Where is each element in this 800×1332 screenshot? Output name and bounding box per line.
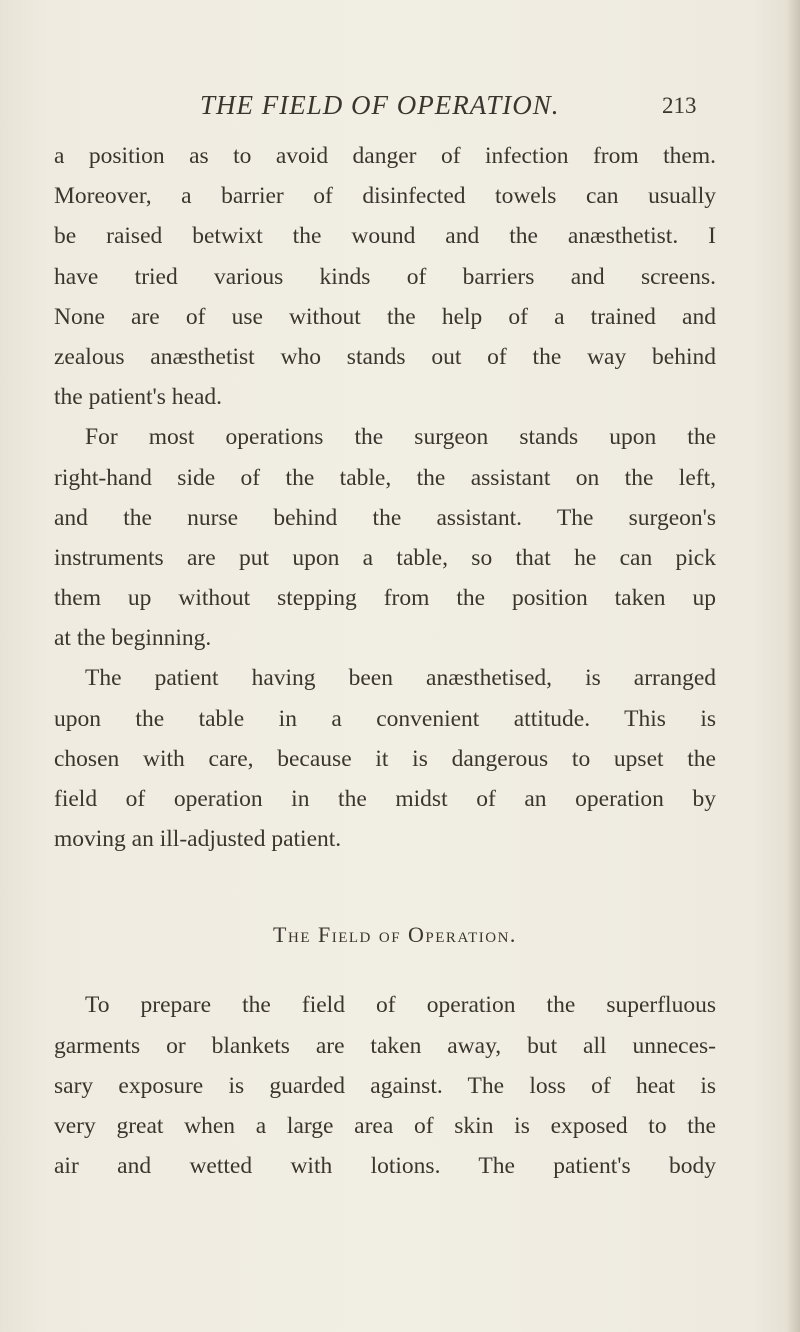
text-line: be raised betwixt the wound and the anæsthetist. I [54, 223, 716, 250]
running-title: THE FIELD OF OPERATION. [200, 90, 560, 120]
spacer [54, 955, 716, 985]
text-line: the patient's head. [54, 384, 223, 411]
text-line: right-hand side of the table, the assistant on the left, [54, 464, 716, 491]
text-line: To prepare the field of operation the superfluous [85, 992, 716, 1019]
text-line: None are of use without the help of a trained and [54, 303, 716, 330]
text-line: very great when a large area of skin is exposed to the [54, 1112, 716, 1139]
spacer [54, 859, 716, 915]
text-line: zealous anæsthetist who stands out of the way behind [54, 343, 716, 370]
text-line: have tried various kinds of barriers and screens. [54, 263, 716, 290]
text-line: Moreover, a barrier of disinfected towels can usually [54, 183, 716, 210]
section-heading: The Field of Operation. [273, 922, 517, 948]
text-line: garments or blankets are taken away, but all unneces- [54, 1032, 716, 1059]
text-line: a position as to avoid danger of infection from them. [54, 143, 716, 169]
text-line: at the beginning. [54, 625, 212, 652]
text-line: sary exposure is guarded against. The loss of heat is [54, 1072, 716, 1099]
text-line: field of operation in the midst of an operation by [54, 786, 716, 812]
text-line: instruments are put upon a table, so that he can pick [54, 544, 716, 571]
text-line: chosen with care, because it is dangerous to upset the [54, 745, 716, 772]
text-line: moving an ill-adjusted patient. [54, 826, 342, 853]
body-text [54, 136, 716, 1186]
page-number: 213 [662, 93, 697, 118]
text-line: The patient having been anæsthetised, is arranged [85, 665, 716, 692]
page-edge-shadow [786, 0, 800, 1332]
page-header [200, 90, 700, 130]
text-line: them up without stepping from the position taken up [54, 585, 716, 612]
text-line: and the nurse behind the assistant. The surgeon's [54, 504, 716, 531]
text-line: air and wetted with lotions. The patient's body [54, 1153, 716, 1180]
text-line: For most operations the surgeon stands upon the [85, 424, 716, 451]
text-line: upon the table in a convenient attitude. This is [54, 705, 716, 732]
